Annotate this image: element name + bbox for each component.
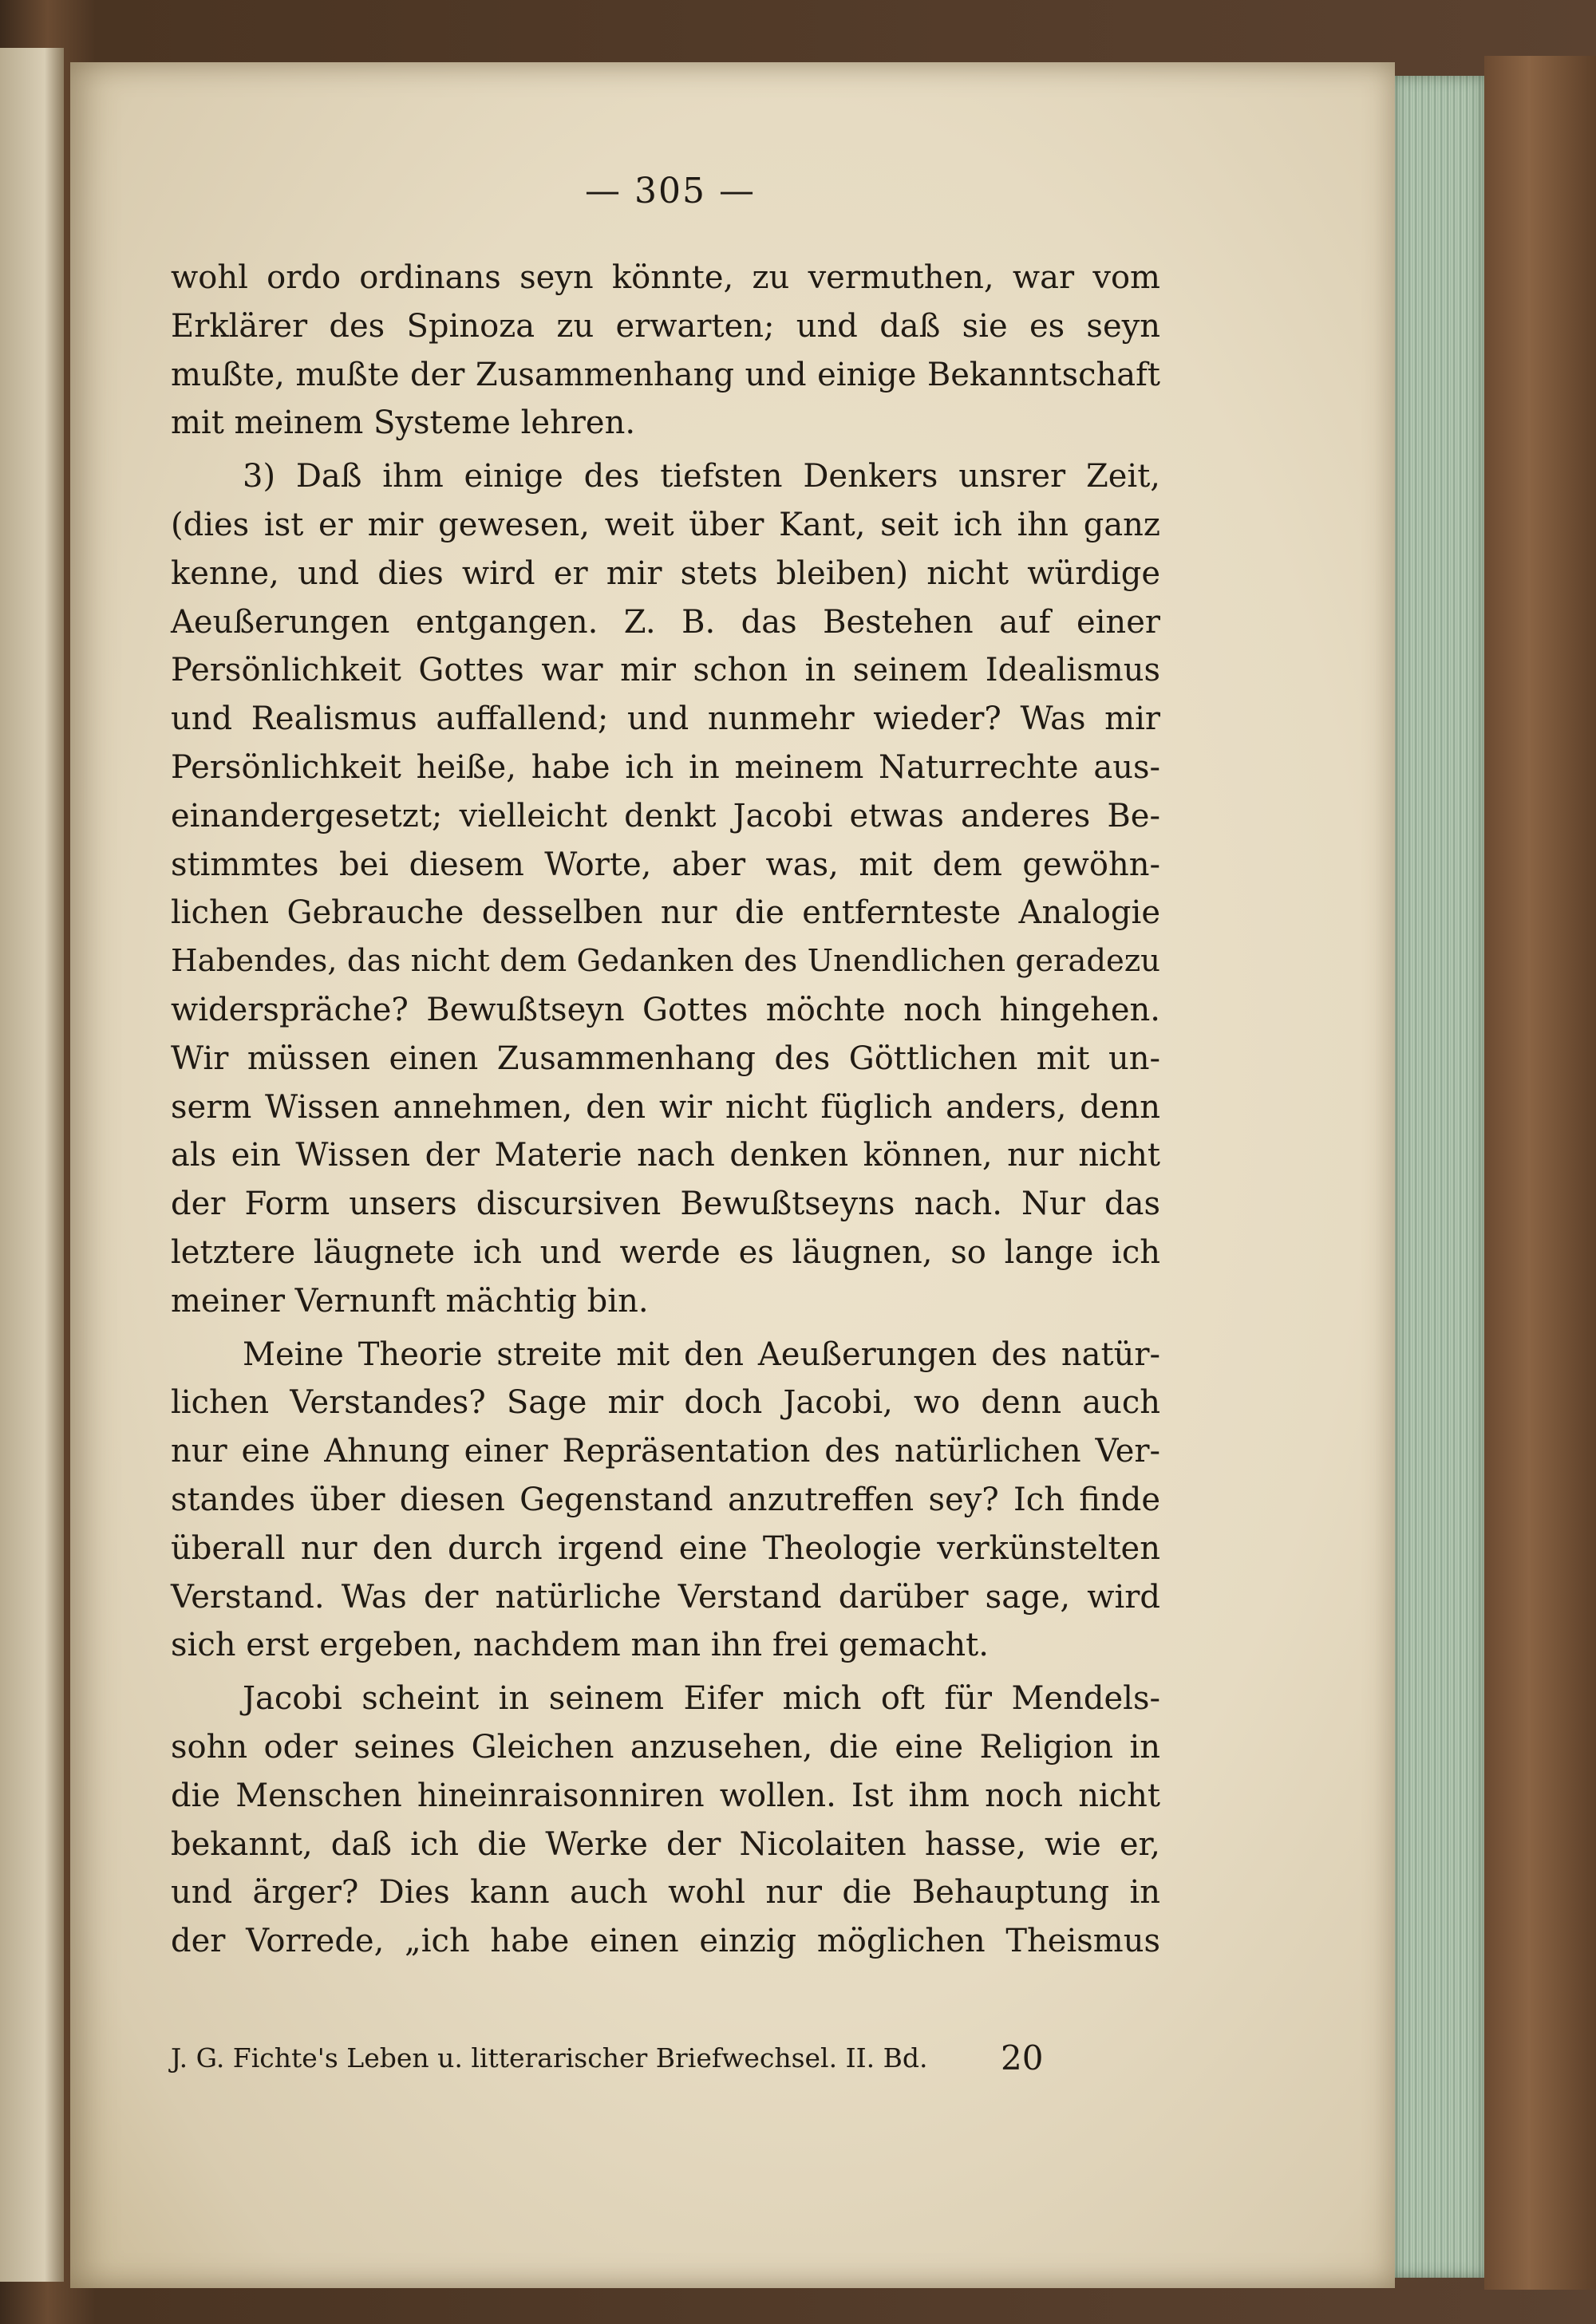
text-line: lichen Verstandes? Sage mir doch Jacobi, wo denn auch bbox=[171, 1384, 1160, 1422]
text-line: der Vorrede, „ich habe einen einzig möglichen Theismus bbox=[171, 1923, 1160, 1960]
text-line: serm Wissen annehmen, den wir nicht füglich anders, denn bbox=[171, 1088, 1160, 1126]
text-line: 3) Daß ihm einige des tiefsten Denkers unsrer Zeit, bbox=[243, 458, 1160, 495]
text-line: meiner Vernunft mächtig bin. bbox=[171, 1282, 649, 1320]
text-line: Wir müssen einen Zusammenhang des Göttlichen mit un- bbox=[171, 1040, 1160, 1077]
text-line: mußte, mußte der Zusammenhang und einige Bekanntschaft bbox=[171, 356, 1160, 393]
text-line: einandergesetzt; vielleicht denkt Jacobi etwas anderes Be- bbox=[171, 797, 1160, 835]
text-line: Persönlichkeit Gottes war mir schon in seinem Idealismus bbox=[171, 652, 1160, 689]
text-line: Aeußerungen entgangen. Z. B. das Bestehen auf einer bbox=[171, 603, 1160, 641]
text-line: bekannt, daß ich die Werke der Nicolaiten hasse, wie er, bbox=[171, 1825, 1160, 1863]
text-line: kenne, und dies wird er mir stets bleiben) nicht würdige bbox=[171, 554, 1160, 592]
text-line: wohl ordo ordinans seyn könnte, zu vermuthen, war vom bbox=[171, 259, 1160, 296]
text-line: Verstand. Was der natürliche Verstand darüber sage, wird bbox=[171, 1578, 1160, 1616]
text-line: standes über diesen Gegenstand anzutreffen sey? Ich finde bbox=[171, 1481, 1160, 1518]
text-line: mit meinem Systeme lehren. bbox=[171, 404, 636, 442]
text-line: Meine Theorie streite mit den Aeußerungen des natür- bbox=[243, 1336, 1160, 1373]
page-footer bbox=[171, 2034, 1160, 2082]
text-line: Persönlichkeit heiße, habe ich in meinem Naturrechte aus- bbox=[171, 748, 1160, 786]
text-line: überall nur den durch irgend eine Theologie verkünstelten bbox=[171, 1529, 1160, 1567]
left-page-edge bbox=[0, 48, 64, 2282]
text-line: Habendes, das nicht dem Gedanken des Unendlichen geradezu bbox=[171, 943, 1160, 980]
text-line: als ein Wissen der Materie nach denken können, nur nicht bbox=[171, 1137, 1160, 1174]
text-line: der Form unsers discursiven Bewußtseyns nach. Nur das bbox=[171, 1186, 1160, 1223]
footer-signature-mark: 20 bbox=[1001, 2038, 1044, 2077]
text-line: (dies ist er mir gewesen, weit über Kant, seit ich ihn ganz bbox=[171, 506, 1160, 543]
text-line: sich erst ergeben, nachdem man ihn frei gemacht. bbox=[171, 1627, 989, 1664]
text-line: Erklärer des Spinoza zu erwarten; und daß sie es seyn bbox=[171, 307, 1160, 345]
text-line: widerspräche? Bewußtseyn Gottes möchte noch hingehen. bbox=[171, 991, 1160, 1028]
body-text bbox=[171, 254, 1160, 1966]
page-fore-edge bbox=[1393, 76, 1484, 2278]
text-line: letztere läugnete ich und werde es läugnen, so lange ich bbox=[171, 1233, 1160, 1271]
text-line: nur eine Ahnung einer Repräsentation des natürlichen Ver- bbox=[171, 1433, 1160, 1470]
footer-running-title: J. G. Fichte's Leben u. litterarischer Briefwechsel. II. Bd. bbox=[171, 2042, 928, 2073]
text-line: stimmtes bei diesem Worte, aber was, mit dem gewöhn- bbox=[171, 846, 1160, 883]
text-line: sohn oder seines Gleichen anzusehen, die eine Religion in bbox=[171, 1728, 1160, 1766]
page-number: — 305 — bbox=[585, 171, 756, 211]
text-line: lichen Gebrauche desselben nur die entfernteste Analogie bbox=[171, 894, 1160, 932]
text-line: und Realismus auffallend; und nunmehr wieder? Was mir bbox=[171, 700, 1160, 738]
text-line: und ärger? Dies kann auch wohl nur die Behauptung in bbox=[171, 1874, 1160, 1912]
book-cover-edge bbox=[1484, 56, 1596, 2290]
text-line: Jacobi scheint in seinem Eifer mich oft für Mendels- bbox=[243, 1680, 1160, 1718]
text-line: die Menschen hineinraisonniren wollen. Ist ihm noch nicht bbox=[171, 1777, 1160, 1814]
page-header bbox=[0, 164, 1596, 227]
